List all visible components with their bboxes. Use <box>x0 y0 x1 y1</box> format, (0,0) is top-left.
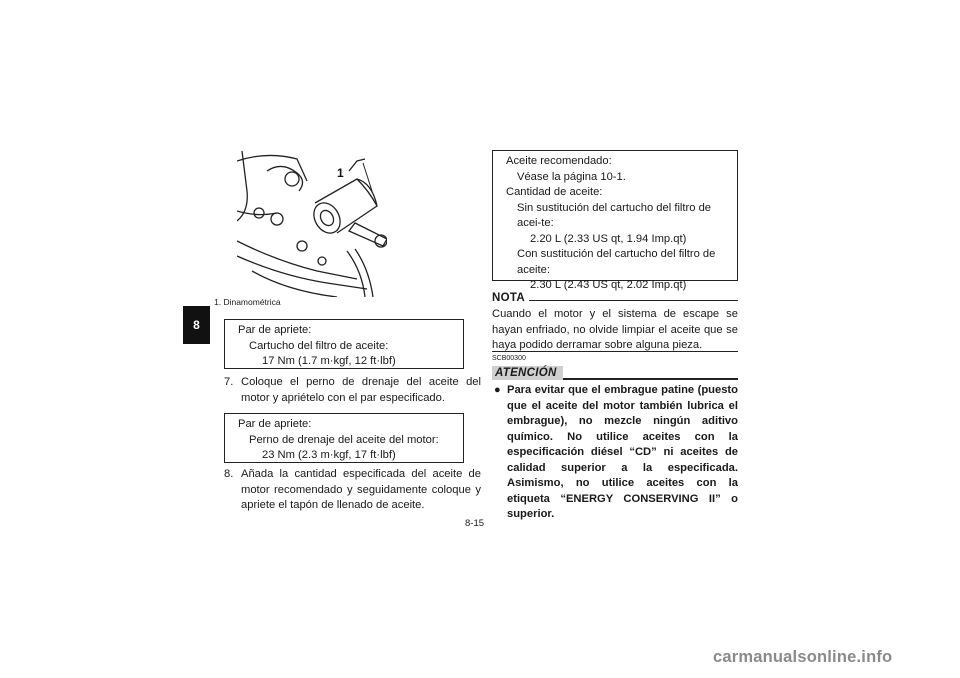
note-heading <box>492 292 738 304</box>
step-number: 8. <box>224 468 234 480</box>
bullet-icon: ● <box>494 384 501 396</box>
attention-label: ATENCIÓN <box>492 366 563 380</box>
torque-wrench-illustration <box>237 151 387 297</box>
figure-caption: 1. Dinamométrica <box>214 297 281 307</box>
torque-spec-box-filter <box>224 319 464 369</box>
step-8 <box>224 467 481 514</box>
without-filter-label: Sin sustitución del cartucho del filtro de acei-te: <box>517 201 712 229</box>
torque-value: 17 Nm (1.7 m·kgf, 12 ft·lbf) <box>262 355 396 367</box>
engine-oil-filter-drawing <box>237 151 387 297</box>
attention-text-block <box>494 383 738 523</box>
torque-item: Cartucho del filtro de aceite: <box>249 339 389 352</box>
page-number: 8-15 <box>465 518 485 529</box>
with-filter-label: Con sustitución del cartucho del filtro de aceite: <box>517 248 716 276</box>
torque-heading: Par de apriete: <box>238 324 312 336</box>
note-text: Cuando el motor y el sistema de escape se hayan enfriado, no olvide limpiar el aceite que se haya podido derramar sobre alguna pieza. <box>492 308 738 351</box>
oil-spec-box <box>492 150 738 291</box>
attention-heading <box>492 364 738 381</box>
figure-callout: 1 <box>337 166 344 180</box>
watermark: carmanualsonline.info <box>713 648 893 666</box>
with-filter-value: 2.30 L (2.43 US qt, 2.02 Imp.qt) <box>530 279 687 291</box>
oil-quantity-label: Cantidad de aceite: <box>506 186 603 198</box>
torque-item: Perno de drenaje del aceite del motor: <box>249 433 439 446</box>
attention-text: Para evitar que el embrague patine (puesto que el aceite del motor también lubrica el embrague), no mezcle ningún aditivo químico. No utilice aceites con la especificación diésel “CD” ni aceites de calidad superior a la especificada. Asimismo, no utilice aceites con la etiqueta “ENERGY CONSERVING II” o superior. <box>507 384 738 520</box>
attention-code: SCB00300 <box>492 355 526 362</box>
recommended-oil-value: Véase la página 10-1. <box>517 170 626 183</box>
recommended-oil-label: Aceite recomendado: <box>506 155 612 167</box>
step-text: Coloque el perno de drenaje del aceite del motor y apriételo con el par especificado. <box>241 376 481 404</box>
step-7 <box>224 375 481 406</box>
torque-spec-box-drain-bolt <box>224 413 464 463</box>
note-rule <box>529 300 738 301</box>
chapter-tab: 8 <box>183 306 210 344</box>
without-filter-value: 2.20 L (2.33 US qt, 1.94 Imp.qt) <box>530 232 687 245</box>
torque-value: 23 Nm (2.3 m·kgf, 17 ft·lbf) <box>262 449 396 461</box>
note-label: NOTA <box>492 292 525 304</box>
attention-rule <box>563 378 738 380</box>
torque-heading: Par de apriete: <box>238 418 312 430</box>
step-number: 7. <box>224 376 234 388</box>
note-end-rule <box>492 351 738 352</box>
step-text: Añada la cantidad especificada del aceite de motor recomendado y seguidamente coloque y apriete el tapón de llenado de aceite. <box>241 468 481 511</box>
